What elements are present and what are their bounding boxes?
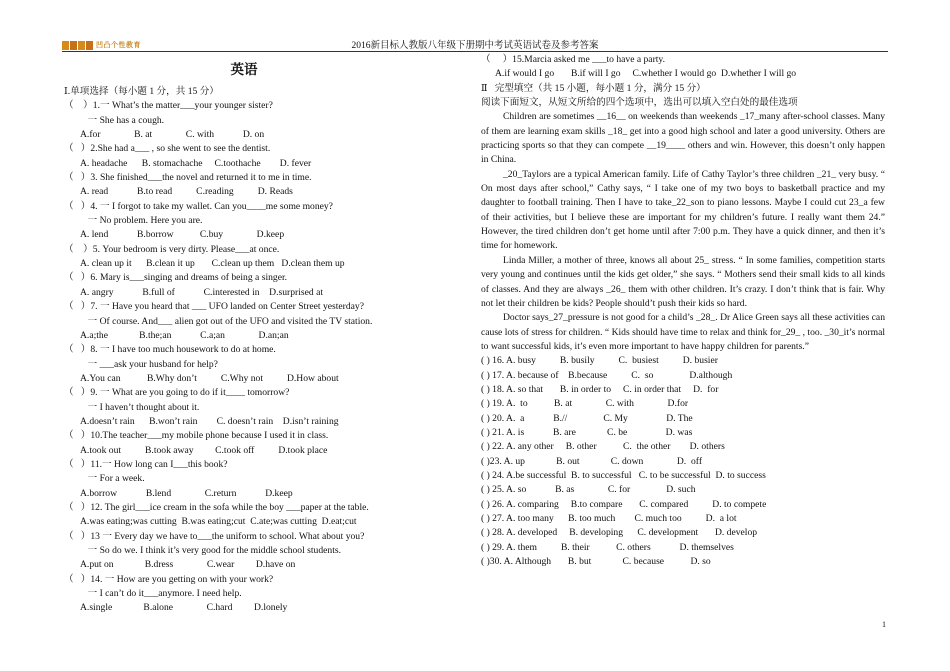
answer-options: A.single B.alone C.hard D.lonely xyxy=(80,602,288,614)
question-line: （ ）7. 一 Have you heard that ___ UFO landed on Center Street yesterday? xyxy=(64,301,364,313)
question-line: （ ）5. Your bedroom is very dirty. Please___at once. xyxy=(64,243,280,255)
question-line: （ ）3. She finished___the novel and returned it to me in time. xyxy=(64,172,312,184)
question-line: （ ）14. 一 How are you getting on with your work? xyxy=(64,573,274,585)
cloze-option-line: ( ) 22. A. any other B. other C. the other D. others xyxy=(481,441,725,453)
answer-options: A. lend B.borrow C.buy D.keep xyxy=(80,229,285,241)
cloze-option-line: ( ) 29. A. them B. their C. others D. themselves xyxy=(481,541,734,553)
question-line: （ ）13 一 Every day we have to___the uniform to school. What about you? xyxy=(64,530,365,542)
page-header: 2016新目标人教版八年级下册期中考试英语试卷及参考答案 xyxy=(351,41,599,51)
cloze-option-line: ( )30. A. Although B. but C. because D. so xyxy=(481,556,711,568)
single-choice-questions xyxy=(64,99,424,615)
instructions: 阅读下面短文，从短文所给的四个选项中，选出可以填入空白处的最佳选项 xyxy=(481,97,798,109)
answer-options: A. read B.to read C.reading D. Reads xyxy=(80,186,293,198)
dialogue-line: 一 No problem. Here you are. xyxy=(78,215,203,227)
question-line: （ ）1.一 What’s the matter___your younger sister? xyxy=(64,100,273,112)
header-rule xyxy=(62,51,888,52)
passage-paragraph: Linda Miller, a mother of three, knows all about 25_ stress. “ In some families, competition starts very young and continues until the kids get older,” she says. “ Mothers send their small kids to all kinds of classes. And they are always _26_ them with other children. It’s crazy. I don’t think that is fair. Why not let their children be kids? People should’t push their kids so hard. xyxy=(481,254,885,309)
left-column xyxy=(64,53,424,616)
question-line: （ ）6. Mary is___singing and dreams of being a singer. xyxy=(64,272,288,284)
answer-options: A.took out B.took away C.took off D.took place xyxy=(80,444,328,456)
right-top-lines xyxy=(481,53,885,110)
cloze-option-line: ( ) 17. A. because of B.because C. so D.although xyxy=(481,369,733,381)
dialogue-line: 一 I haven’t thought about it. xyxy=(78,401,200,413)
cloze-option-line: ( ) 25. A. so B. as C. for D. such xyxy=(481,484,696,496)
answer-options: A. clean up it B.clean it up C.clean up them D.clean them up xyxy=(80,258,345,270)
cloze-option-line: ( ) 26. A. comparing B.to compare C. compared D. to compete xyxy=(481,498,767,510)
passage-paragraph: Children are sometimes __16__ on weekends than weekends _17_many after-school classes. Many of them are learning exam skills _18_ get into a good high school and later a good university. Others are practicing sports so that they can compete __19____ others and win. However, this doesn’t only happen in China. xyxy=(481,111,885,166)
question-line: （ ）12. The girl___ice cream in the sofa while the boy ___paper at the table. xyxy=(64,501,369,513)
cloze-option-line: ( ) 24. A.be successful B. to successful C. to be successful D. to success xyxy=(481,469,766,481)
dialogue-line: 一 She has a cough. xyxy=(78,114,165,126)
question-line: （ ）11.一 How long can I___this book? xyxy=(64,458,228,470)
right-column xyxy=(481,53,885,569)
dialogue-line: 一 I can’t do it___anymore. I need help. xyxy=(78,588,242,600)
dialogue-line: 一 For a week. xyxy=(78,473,145,485)
cloze-option-line: ( ) 18. A. so that B. in order to C. in order that D. for xyxy=(481,383,719,395)
answer-options: A.a;the B.the;an C.a;an D.an;an xyxy=(80,329,289,341)
logo-text: 凹凸个性教育 xyxy=(96,41,141,49)
section-heading-2: Ⅱ 完型填空（共 15 小题，每小题 1 分，满分 15 分） xyxy=(481,82,706,94)
question-line: （ ）9. 一 What are you going to do if it____ tomorrow? xyxy=(64,387,290,399)
answer-options: A.for B. at C. with D. on xyxy=(80,129,265,141)
answer-options: A.doesn’t rain B.won’t rain C. doesn’t rain D.isn’t raining xyxy=(80,415,339,427)
passage-paragraph: _20_Taylors are a typical American family. Life of Cathy Taylor’s three children _21_ very busy. “ On most days after school,” Cathy says, “ I take one of my two boys to basketball practice and my daughter to football training. Then I have to take_22_son to piano lessons. Maybe I could cut 23_a few of their activities, but I believe these are important for my children’s future. I really want them 24.” However, the tired children don’t get home until after 7:00 p.m. They have a quick dinner, and then it’s time for homework. xyxy=(481,168,885,252)
question-line: （ ）10.The teacher___my mobile phone because I used it in class. xyxy=(64,430,329,442)
answer-options: A.if would I go B.if will I go C.whether I would go D.whether I will go xyxy=(495,68,797,80)
passage-paragraph: Doctor says_27_pressure is not good for a child’s _28_. Dr Alice Green says all these activities can cause lots of stress for children. “ Kids should have time to relax and think for_29_ , too. _30_it’s normal to want successful kids, it’s even more important to have happy children for parents.” xyxy=(481,312,885,352)
question-line: （ ）2.She had a___ , so she went to see the dentist. xyxy=(64,143,271,155)
question-line: （ ）4. 一 I forgot to take my wallet. Can you____me some money? xyxy=(64,200,333,212)
dialogue-line: 一 So do we. I think it’s very good for the middle school students. xyxy=(78,545,342,556)
answer-options: A. headache B. stomachache C.toothache D. fever xyxy=(80,157,312,169)
cloze-option-line: ( ) 27. A. too many B. too much C. much too D. a lot xyxy=(481,513,737,524)
cloze-option-line: ( ) 28. A. developed B. developing C. development D. develop xyxy=(481,527,758,539)
section-heading-1: Ⅰ.单项选择（每小题 1 分，共 15 分） xyxy=(64,86,219,97)
cloze-option-line: ( ) 19. A. to B. at C. with D.for xyxy=(481,398,689,410)
dialogue-line: 一 Of course. And___ alien got out of the UFO and visited the TV station. xyxy=(78,315,373,327)
cloze-option-line: ( )23. A. up B. out C. down D. off xyxy=(481,455,703,467)
question-line: （ ）15.Marcia asked me ___to have a party. xyxy=(481,54,665,65)
answer-options: A. angry B.full of C.interested in D.surprised at xyxy=(80,286,324,298)
cloze-options xyxy=(481,354,885,569)
answer-options: A.was eating;was cutting B.was eating;cut C.ate;was cutting D.eat;cut xyxy=(80,516,357,528)
page-number: 1 xyxy=(882,620,886,629)
answer-options: A.borrow B.lend C.return D.keep xyxy=(80,487,293,499)
cloze-passage xyxy=(481,110,885,354)
cloze-option-line: ( ) 21. A. is B. are C. be D. was xyxy=(481,426,693,438)
cloze-option-line: ( ) 16. A. busy B. busily C. busiest D. busier xyxy=(481,355,718,367)
cloze-option-line: ( ) 20. A. a B.// C. My D. The xyxy=(481,412,693,424)
exam-title: 英语 xyxy=(230,62,258,77)
answer-options: A.put on B.dress C.wear D.have on xyxy=(80,559,296,571)
dialogue-line: 一 ___ask your husband for help? xyxy=(78,358,218,370)
answer-options: A.You can B.Why don’t C.Why not D.How about xyxy=(80,372,339,384)
question-line: （ ）8. 一 I have too much housework to do at home. xyxy=(64,344,276,356)
